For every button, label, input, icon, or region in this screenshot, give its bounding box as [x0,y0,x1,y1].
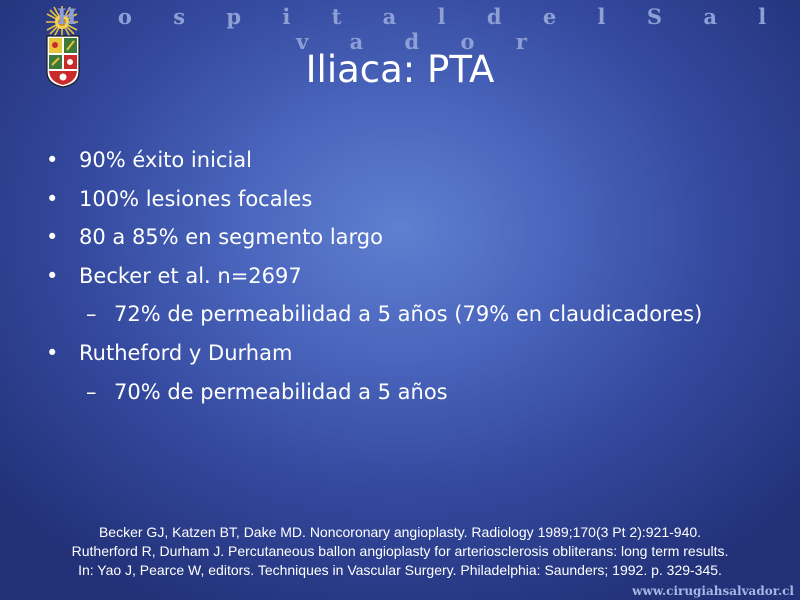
citation-line: Rutherford R, Durham J. Percutaneous ballon angioplasty for arteriosclerosis obliterans: long term results. [71,543,729,559]
bullet-marker: • [46,186,59,211]
citations [0,523,800,580]
sub-bullet-item [42,296,782,335]
bullet-marker: • [46,340,59,365]
bullet-item [42,219,782,258]
citation-line: In: Yao J, Pearce W, editors. Techniques in Vascular Surgery. Philadelphia: Saunders; 1992. p. 329-345. [78,562,722,578]
bullet-item [42,181,782,220]
bullet-marker: • [46,148,59,172]
website-url: www.cirugiahsalvador.cl [632,584,794,598]
sub-bullet-item [42,374,782,413]
bullet-item [42,142,782,181]
sub-bullet-text: 70% de permeabilidad a 5 años [114,379,448,404]
bullet-item [42,258,782,297]
bullet-text: Becker et al. n=2697 [79,263,302,288]
citation-line: Becker GJ, Katzen BT, Dake MD. Noncoronary angioplasty. Radiology 1989;170(3 Pt 2):921-940. [98,524,702,540]
sub-bullet-text: 72% de permeabilidad a 5 años (79% en claudicadores) [114,302,703,327]
bullet-text: 100% lesiones focales [79,186,313,211]
sub-bullet-marker: – [86,302,97,327]
bullet-text: Rutheford y Durham [79,340,293,365]
bullet-marker: • [46,263,59,288]
hospital-name-header: H o s p i t a l d e l S a l v a d o r [56,4,784,54]
sub-bullet-marker: – [86,379,97,404]
bullet-marker: • [46,225,59,250]
bullet-item [42,335,782,374]
slide-title: Iliaca: PTA [305,48,495,91]
bullet-list [42,142,782,412]
bullet-text: 90% éxito inicial [79,148,252,172]
bullet-text: 80 a 85% en segmento largo [79,225,383,250]
